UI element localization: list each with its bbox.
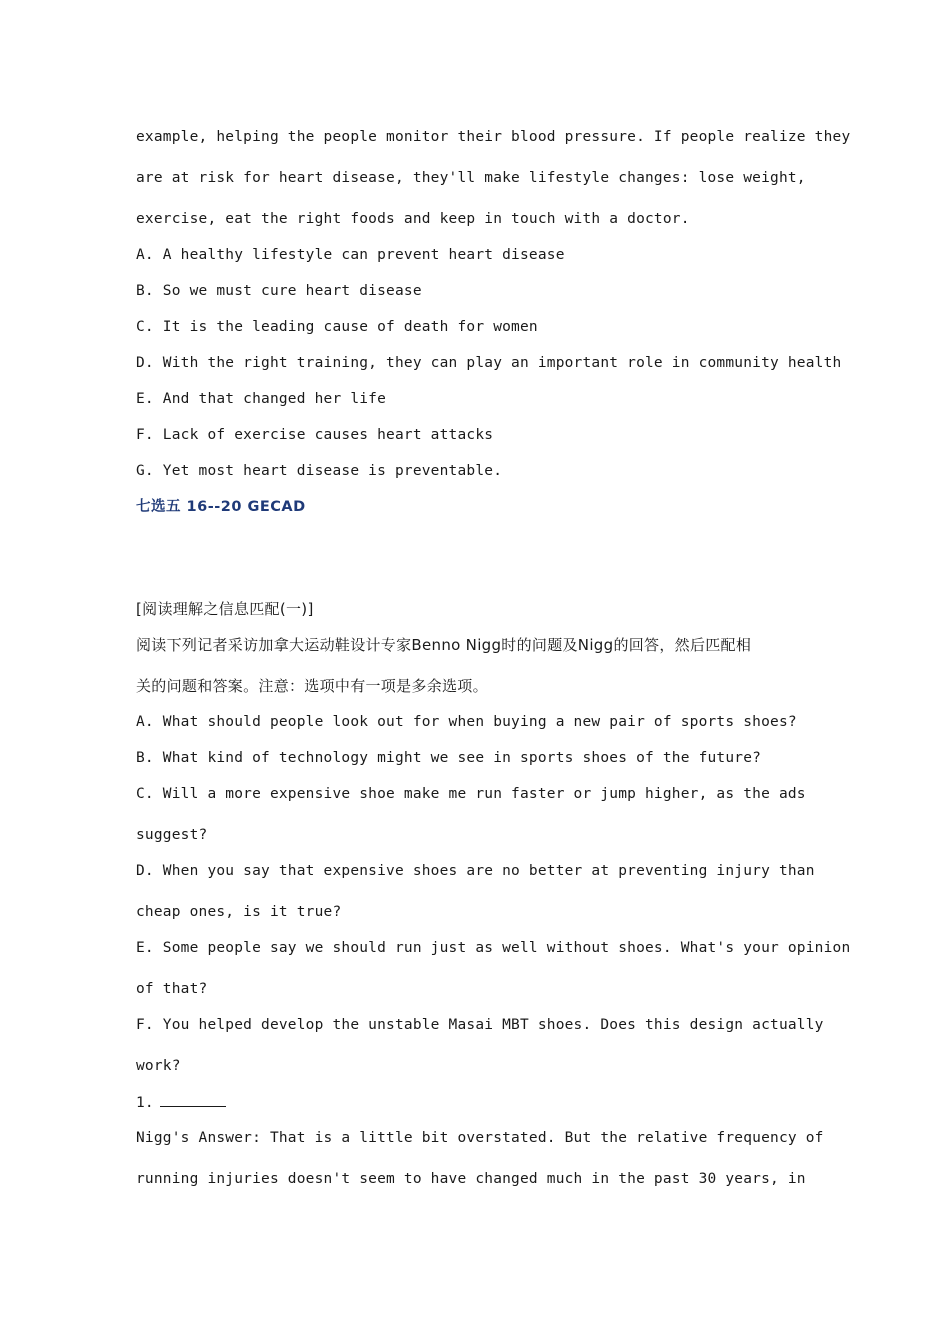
question-option-d: D. When you say that expensive shoes are no better at preventing injury than	[136, 863, 815, 879]
option-f: F. Lack of exercise causes heart attacks	[136, 427, 494, 443]
question-option-c: C. Will a more expensive shoe make me run faster or jump higher, as the ads	[136, 786, 806, 802]
answer-key: 七选五 16--20 GECAD	[136, 499, 306, 515]
question-1	[136, 1092, 910, 1113]
question-option-e: E. Some people say we should run just as well without shoes. What's your opinion	[136, 940, 851, 956]
instruction-line: 阅读下列记者采访加拿大运动鞋设计专家Benno Nigg时的问题及Nigg的回答，然后匹配相	[136, 636, 752, 654]
question-option-b: B. What kind of technology might we see in sports shoes of the future?	[136, 750, 762, 766]
option-a: A. A healthy lifestyle can prevent heart disease	[136, 247, 565, 263]
option-d: D. With the right training, they can play an important role in community health	[136, 355, 842, 371]
question-option-f: F. You helped develop the unstable Masai MBT shoes. Does this design actually	[136, 1017, 824, 1033]
question-option-d-cont: cheap ones, is it true?	[136, 904, 342, 920]
question-option-f-cont: work?	[136, 1058, 181, 1074]
answer-line: Nigg's Answer: That is a little bit overstated. But the relative frequency of	[136, 1130, 824, 1146]
question-option-c-cont: suggest?	[136, 827, 208, 843]
question-number: 1.	[136, 1095, 154, 1111]
section-title: [阅读理解之信息匹配(一)]	[136, 600, 314, 618]
question-option-e-cont: of that?	[136, 981, 208, 997]
passage-line: are at risk for heart disease, they'll make lifestyle changes: lose weight,	[136, 170, 806, 186]
answer-blank	[160, 1092, 226, 1107]
passage-line: exercise, eat the right foods and keep in touch with a doctor.	[136, 211, 690, 227]
answer-line: running injuries doesn't seem to have changed much in the past 30 years, in	[136, 1171, 806, 1187]
question-option-a: A. What should people look out for when buying a new pair of sports shoes?	[136, 714, 797, 730]
option-b: B. So we must cure heart disease	[136, 283, 422, 299]
instruction-line: 关的问题和答案。注意：选项中有一项是多余选项。	[136, 677, 488, 695]
option-e: E. And that changed her life	[136, 391, 387, 407]
option-c: C. It is the leading cause of death for women	[136, 319, 538, 335]
passage-line: example, helping the people monitor their blood pressure. If people realize they	[136, 129, 851, 145]
option-g: G. Yet most heart disease is preventable.	[136, 463, 503, 479]
